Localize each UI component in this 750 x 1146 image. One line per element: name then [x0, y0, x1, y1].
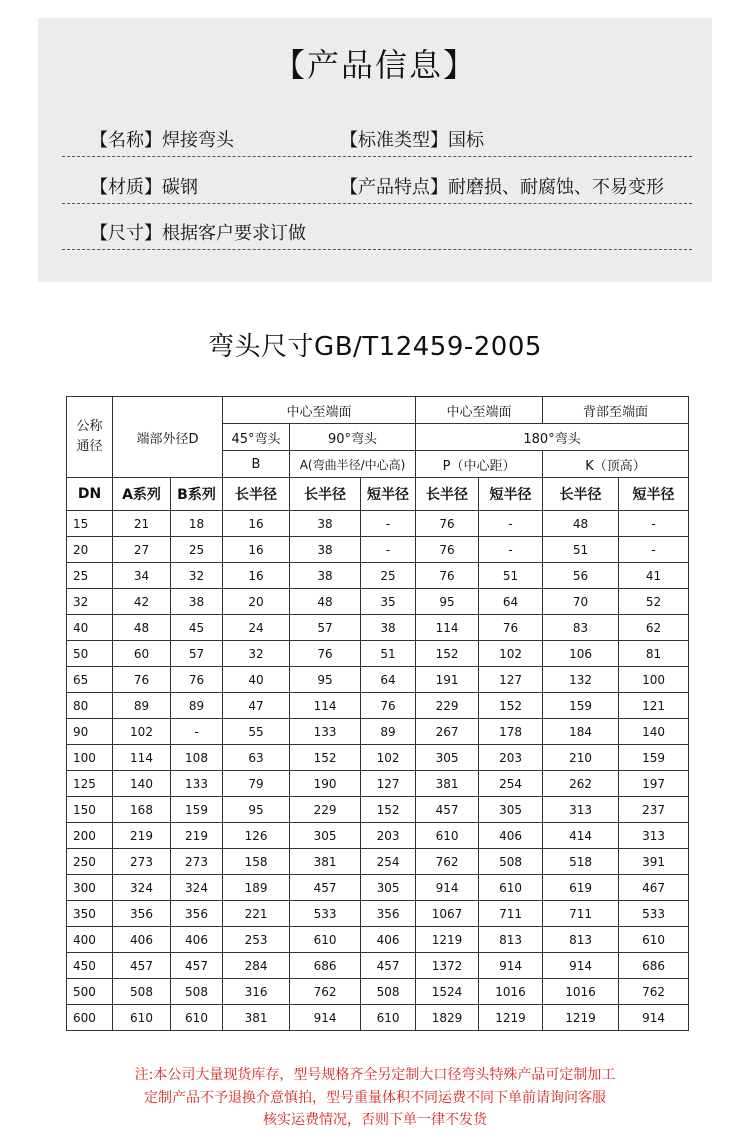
table-row — [67, 927, 689, 953]
table-cell: 76 — [113, 667, 171, 693]
table-cell: 356 — [113, 901, 171, 927]
header-b: B — [223, 451, 290, 478]
table-cell: 200 — [67, 823, 113, 849]
table-cell: 76 — [290, 641, 361, 667]
table-cell: 15 — [67, 511, 113, 537]
table-cell: 152 — [416, 641, 479, 667]
table-cell: 254 — [361, 849, 416, 875]
table-cell: 89 — [171, 693, 223, 719]
table-cell: 55 — [223, 719, 290, 745]
table-cell: 190 — [290, 771, 361, 797]
table-cell: 533 — [290, 901, 361, 927]
header-row-4 — [67, 478, 689, 511]
table-row — [67, 563, 689, 589]
table-cell: 40 — [67, 615, 113, 641]
table-cell: 140 — [113, 771, 171, 797]
table-cell: 610 — [619, 927, 689, 953]
table-cell: 518 — [543, 849, 619, 875]
table-cell: 60 — [113, 641, 171, 667]
header-p: P（中心距） — [416, 451, 543, 478]
table-cell: - — [619, 511, 689, 537]
table-cell: 229 — [290, 797, 361, 823]
table-cell: 76 — [479, 615, 543, 641]
table-cell: 262 — [543, 771, 619, 797]
table-cell: 18 — [171, 511, 223, 537]
table-cell: 38 — [290, 537, 361, 563]
table-cell: 45 — [171, 615, 223, 641]
table-cell: 267 — [416, 719, 479, 745]
table-row — [67, 849, 689, 875]
table-cell: 189 — [223, 875, 290, 901]
table-row — [67, 1005, 689, 1031]
product-info-title: 【产品信息】 — [272, 46, 477, 84]
table-row — [67, 823, 689, 849]
table-cell: 508 — [361, 979, 416, 1005]
table-cell: 762 — [416, 849, 479, 875]
table-cell: 159 — [171, 797, 223, 823]
table-cell: 219 — [171, 823, 223, 849]
header-long-radius-180-p: 长半径 — [416, 478, 479, 511]
header-k: K（顶高） — [543, 451, 689, 478]
table-cell: 42 — [113, 589, 171, 615]
table-cell: 79 — [223, 771, 290, 797]
table-cell: 600 — [67, 1005, 113, 1031]
table-cell: 406 — [171, 927, 223, 953]
table-cell: 27 — [113, 537, 171, 563]
table-cell: 381 — [416, 771, 479, 797]
table-cell: 457 — [361, 953, 416, 979]
table-cell: 125 — [67, 771, 113, 797]
table-cell: 305 — [416, 745, 479, 771]
table-cell: 914 — [479, 953, 543, 979]
table-cell: 813 — [479, 927, 543, 953]
table-cell: 114 — [416, 615, 479, 641]
table-cell: 400 — [67, 927, 113, 953]
table-cell: 38 — [290, 511, 361, 537]
table-cell: 457 — [416, 797, 479, 823]
info-name: 【名称】焊接弯头 — [90, 130, 234, 151]
table-cell: 1219 — [479, 1005, 543, 1031]
table-cell: 203 — [479, 745, 543, 771]
header-short-radius-180-p: 短半径 — [479, 478, 543, 511]
header-nominal-diameter: 公称 通径 — [67, 397, 113, 478]
table-cell: 284 — [223, 953, 290, 979]
table-row — [67, 875, 689, 901]
table-cell: 16 — [223, 511, 290, 537]
info-standard: 【标准类型】国标 — [340, 130, 484, 151]
table-cell: 158 — [223, 849, 290, 875]
table-cell: 121 — [619, 693, 689, 719]
table-row — [67, 641, 689, 667]
table-cell: 40 — [223, 667, 290, 693]
table-cell: 610 — [171, 1005, 223, 1031]
table-cell: 38 — [290, 563, 361, 589]
table-cell: 35 — [361, 589, 416, 615]
info-row-1 — [62, 116, 692, 157]
table-row — [67, 745, 689, 771]
header-b-series: B系列 — [171, 478, 223, 511]
table-cell: 38 — [361, 615, 416, 641]
table-cell: 914 — [619, 1005, 689, 1031]
table-cell: 253 — [223, 927, 290, 953]
header-45-elbow: 45°弯头 — [223, 424, 290, 451]
table-row — [67, 667, 689, 693]
table-cell: 32 — [171, 563, 223, 589]
table-cell: 80 — [67, 693, 113, 719]
header-center-to-end-a: 中心至端面 — [223, 397, 416, 424]
table-cell: 508 — [171, 979, 223, 1005]
table-cell: 20 — [223, 589, 290, 615]
table-cell: 350 — [67, 901, 113, 927]
table-cell: 34 — [113, 563, 171, 589]
table-cell: 47 — [223, 693, 290, 719]
table-cell: 95 — [416, 589, 479, 615]
table-cell: 500 — [67, 979, 113, 1005]
note-line-1: 注:本公司大量现货库存，型号规格齐全另定制大口径弯头特殊产品可定制加工 — [134, 1067, 616, 1083]
table-cell: 48 — [543, 511, 619, 537]
table-cell: 76 — [416, 563, 479, 589]
table-cell: 63 — [223, 745, 290, 771]
table-cell: 450 — [67, 953, 113, 979]
table-cell: 457 — [290, 875, 361, 901]
header-row-1 — [67, 397, 689, 424]
dimension-table — [66, 396, 689, 1031]
table-cell: 81 — [619, 641, 689, 667]
table-cell: 610 — [416, 823, 479, 849]
table-cell: 152 — [479, 693, 543, 719]
header-long-radius-180-k: 长半径 — [543, 478, 619, 511]
table-cell: 914 — [543, 953, 619, 979]
table-cell: 25 — [361, 563, 416, 589]
table-cell: 133 — [290, 719, 361, 745]
table-cell: 140 — [619, 719, 689, 745]
table-cell: 51 — [479, 563, 543, 589]
table-cell: 150 — [67, 797, 113, 823]
table-cell: 414 — [543, 823, 619, 849]
table-cell: 1219 — [416, 927, 479, 953]
table-cell: 316 — [223, 979, 290, 1005]
table-cell: - — [361, 511, 416, 537]
table-cell: 132 — [543, 667, 619, 693]
table-cell: 313 — [619, 823, 689, 849]
table-cell: 114 — [290, 693, 361, 719]
table-cell: 32 — [223, 641, 290, 667]
table-cell: 406 — [479, 823, 543, 849]
table-cell: 711 — [479, 901, 543, 927]
table-cell: 457 — [113, 953, 171, 979]
table-cell: 90 — [67, 719, 113, 745]
table-cell: 102 — [361, 745, 416, 771]
table-cell: 356 — [361, 901, 416, 927]
table-cell: 100 — [67, 745, 113, 771]
table-cell: 76 — [171, 667, 223, 693]
table-cell: 64 — [361, 667, 416, 693]
table-cell: 305 — [361, 875, 416, 901]
table-cell: - — [479, 537, 543, 563]
table-cell: 70 — [543, 589, 619, 615]
table-cell: 381 — [290, 849, 361, 875]
table-cell: 250 — [67, 849, 113, 875]
header-back-to-end: 背部至端面 — [543, 397, 689, 424]
table-cell: 76 — [416, 537, 479, 563]
table-cell: 1829 — [416, 1005, 479, 1031]
info-features: 【产品特点】耐磨损、耐腐蚀、不易变形 — [340, 177, 664, 198]
table-row — [67, 797, 689, 823]
table-cell: 813 — [543, 927, 619, 953]
table-cell: 619 — [543, 875, 619, 901]
header-long-radius-90: 长半径 — [290, 478, 361, 511]
table-cell: 254 — [479, 771, 543, 797]
table-cell: 356 — [171, 901, 223, 927]
table-cell: 65 — [67, 667, 113, 693]
table-cell: 57 — [171, 641, 223, 667]
table-cell: 508 — [113, 979, 171, 1005]
header-long-radius-45: 长半径 — [223, 478, 290, 511]
header-outer-diameter: 端部外径D — [113, 397, 223, 478]
table-cell: 57 — [290, 615, 361, 641]
table-cell: 191 — [416, 667, 479, 693]
table-cell: 102 — [113, 719, 171, 745]
table-cell: 914 — [290, 1005, 361, 1031]
table-row — [67, 771, 689, 797]
table-cell: 711 — [543, 901, 619, 927]
table-cell: 762 — [290, 979, 361, 1005]
table-row — [67, 979, 689, 1005]
table-cell: 914 — [416, 875, 479, 901]
table-cell: 219 — [113, 823, 171, 849]
table-cell: 76 — [361, 693, 416, 719]
table-cell: 762 — [619, 979, 689, 1005]
table-cell: 457 — [171, 953, 223, 979]
table-cell: 51 — [543, 537, 619, 563]
table-cell: 32 — [67, 589, 113, 615]
table-cell: 102 — [479, 641, 543, 667]
table-cell: 127 — [479, 667, 543, 693]
table-cell: 610 — [290, 927, 361, 953]
table-cell: 324 — [113, 875, 171, 901]
table-cell: 52 — [619, 589, 689, 615]
table-cell: - — [479, 511, 543, 537]
table-cell: 64 — [479, 589, 543, 615]
table-cell: 114 — [113, 745, 171, 771]
table-cell: 152 — [290, 745, 361, 771]
table-cell: 1524 — [416, 979, 479, 1005]
info-row-2 — [62, 163, 692, 204]
table-body — [67, 511, 689, 1031]
table-cell: 48 — [290, 589, 361, 615]
info-row-3 — [62, 209, 692, 250]
table-cell: 686 — [619, 953, 689, 979]
table-cell: 127 — [361, 771, 416, 797]
table-cell: 50 — [67, 641, 113, 667]
table-cell: 610 — [361, 1005, 416, 1031]
table-cell: 24 — [223, 615, 290, 641]
note-line-2: 定制产品不予退换介意慎拍，型号重量体积不同运费不同下单前请询问客服 — [144, 1090, 606, 1106]
table-cell: 48 — [113, 615, 171, 641]
table-cell: 406 — [361, 927, 416, 953]
table-row — [67, 511, 689, 537]
table-cell: 184 — [543, 719, 619, 745]
table-cell: 210 — [543, 745, 619, 771]
table-row — [67, 615, 689, 641]
table-cell: 324 — [171, 875, 223, 901]
table-cell: 197 — [619, 771, 689, 797]
table-cell: 25 — [171, 537, 223, 563]
table-cell: 62 — [619, 615, 689, 641]
info-material: 【材质】碳钢 — [90, 177, 198, 198]
header-center-to-end-b: 中心至端面 — [416, 397, 543, 424]
table-cell: 533 — [619, 901, 689, 927]
table-cell: 1372 — [416, 953, 479, 979]
table-cell: 20 — [67, 537, 113, 563]
table-cell: 273 — [171, 849, 223, 875]
table-cell: 106 — [543, 641, 619, 667]
header-a-series: A系列 — [113, 478, 171, 511]
table-cell: 305 — [290, 823, 361, 849]
table-cell: 305 — [479, 797, 543, 823]
table-cell: 1219 — [543, 1005, 619, 1031]
note-line-3: 核实运费情况，否则下单一律不发货 — [263, 1112, 487, 1128]
table-cell: 381 — [223, 1005, 290, 1031]
header-short-radius-90: 短半径 — [361, 478, 416, 511]
table-row — [67, 537, 689, 563]
table-cell: 168 — [113, 797, 171, 823]
table-cell: 89 — [113, 693, 171, 719]
table-row — [67, 953, 689, 979]
info-size: 【尺寸】根据客户要求订做 — [90, 223, 306, 244]
table-cell: 610 — [113, 1005, 171, 1031]
table-row — [67, 901, 689, 927]
table-cell: 1016 — [479, 979, 543, 1005]
header-180-elbow: 180°弯头 — [416, 424, 689, 451]
table-cell: 159 — [543, 693, 619, 719]
table-cell: 300 — [67, 875, 113, 901]
header-90-elbow: 90°弯头 — [290, 424, 416, 451]
table-row — [67, 693, 689, 719]
table-cell: - — [619, 537, 689, 563]
table-cell: 1067 — [416, 901, 479, 927]
table-row — [67, 589, 689, 615]
header-short-radius-180-k: 短半径 — [619, 478, 689, 511]
table-cell: 406 — [113, 927, 171, 953]
table-cell: 95 — [223, 797, 290, 823]
product-info-panel — [38, 18, 712, 282]
table-cell: 391 — [619, 849, 689, 875]
table-cell: 51 — [361, 641, 416, 667]
table-cell: 83 — [543, 615, 619, 641]
table-cell: 100 — [619, 667, 689, 693]
table-cell: 76 — [416, 511, 479, 537]
table-cell: 56 — [543, 563, 619, 589]
table-cell: 610 — [479, 875, 543, 901]
section-title: 弯头尺寸GB/T12459-2005 — [208, 332, 542, 362]
table-cell: - — [171, 719, 223, 745]
table-cell: 108 — [171, 745, 223, 771]
table-cell: 203 — [361, 823, 416, 849]
table-cell: 16 — [223, 563, 290, 589]
table-cell: 21 — [113, 511, 171, 537]
table-cell: 16 — [223, 537, 290, 563]
table-cell: 221 — [223, 901, 290, 927]
table-cell: 133 — [171, 771, 223, 797]
table-cell: - — [361, 537, 416, 563]
table-cell: 1016 — [543, 979, 619, 1005]
table-cell: 467 — [619, 875, 689, 901]
table-cell: 178 — [479, 719, 543, 745]
header-dn: DN — [67, 478, 113, 511]
table-cell: 25 — [67, 563, 113, 589]
table-cell: 95 — [290, 667, 361, 693]
table-cell: 38 — [171, 589, 223, 615]
table-cell: 152 — [361, 797, 416, 823]
table-cell: 237 — [619, 797, 689, 823]
table-cell: 126 — [223, 823, 290, 849]
table-row — [67, 719, 689, 745]
table-cell: 41 — [619, 563, 689, 589]
table-cell: 508 — [479, 849, 543, 875]
table-cell: 159 — [619, 745, 689, 771]
table-cell: 89 — [361, 719, 416, 745]
table-cell: 229 — [416, 693, 479, 719]
table-cell: 313 — [543, 797, 619, 823]
table-cell: 273 — [113, 849, 171, 875]
table-cell: 686 — [290, 953, 361, 979]
header-a: A(弯曲半径/中心高) — [290, 451, 416, 478]
